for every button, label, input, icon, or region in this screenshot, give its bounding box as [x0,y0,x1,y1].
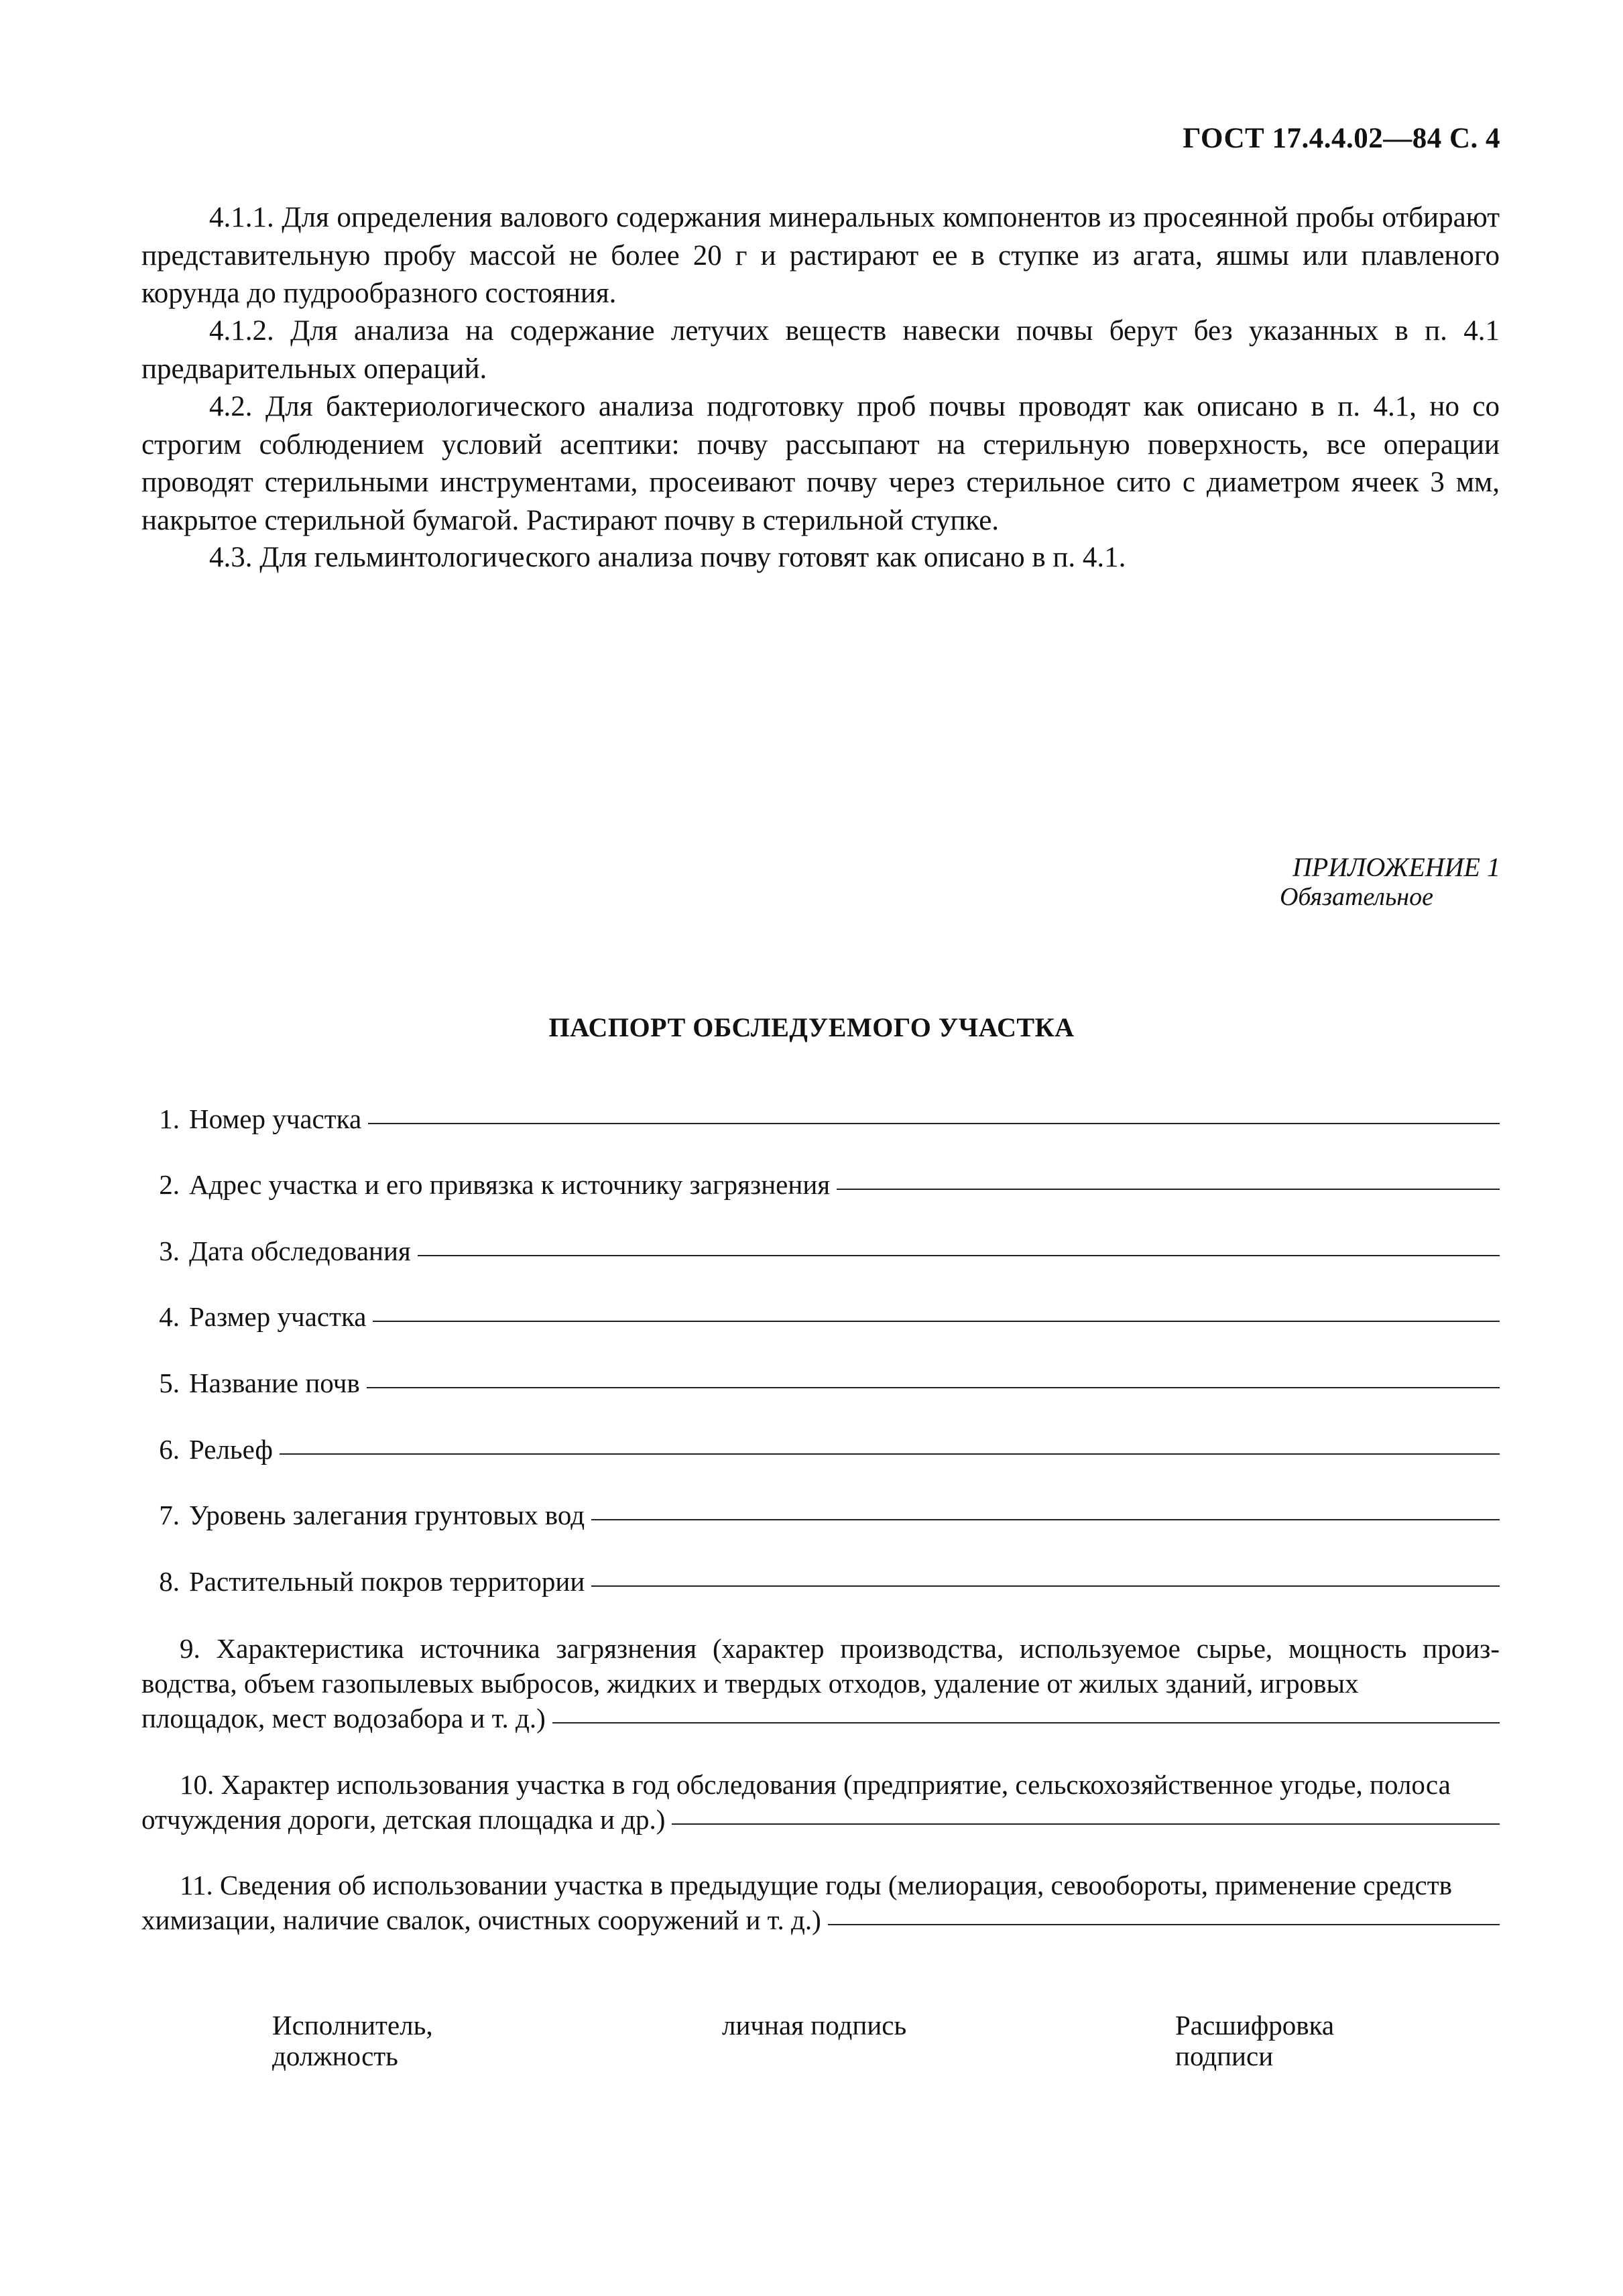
field-fill-line[interactable] [280,1453,1500,1455]
signature-line1: личная подпись [722,2010,907,2041]
field-8 [141,1565,1500,1597]
field-11 [141,1868,1500,1937]
field-10 [141,1767,1500,1837]
field-number: 4. [159,1301,180,1332]
field-text-end: отчуждения дороги, детская площадка и др.) [141,1804,666,1835]
field-fill-line[interactable] [828,1924,1500,1925]
signature-line2: подписи [1175,2041,1274,2071]
field-number: 5. [159,1368,180,1398]
paragraph-4-2: 4.2. Для бактериологического анализа подготовку проб почвы проводят как описано в п. 4.1, но со строгим соблюдением условий асептики: почву рассыпают на стерильную поверхность, все операции проводят стерильными инструментами, просеивают почву через стерильное сито с диаметром ячеек 3 мм, накрытое стерильной бумагой. Растирают почву в стерильной ступке. [141,391,1500,536]
field-text: 9. Характеристика источника загрязнения (характер производства, используемое сырье, мощность произ-водства, объем газопылевых выбросов, жидких и твердых отходов, удаление от жилых зданий, игровых [141,1633,1500,1699]
field-text-end: химизации, наличие свалок, очистных сооружений и т. д.) [141,1905,821,1935]
signature-line1: Расшифровка [1175,2010,1335,2041]
field-5 [141,1367,1500,1399]
signature-line1: Исполнитель, [272,2010,433,2041]
signature-decoding [1175,2010,1334,2071]
field-label: Название почв [189,1368,360,1398]
field-label: Адрес участка и его привязка к источнику загрязнения [189,1169,831,1200]
field-number: 2. [159,1169,180,1200]
page-header: ГОСТ 17.4.4.02—84 С. 4 [1183,123,1500,154]
paragraph-4-1-2: 4.1.2. Для анализа на содержание летучих веществ навески почвы берут без указанных в п. 4.1 предварительных операций. [141,315,1500,385]
appendix-number: ПРИЛОЖЕНИЕ 1 [1293,852,1500,882]
field-number: 8. [159,1566,180,1597]
signature-line2: должность [272,2041,398,2071]
field-fill-line[interactable] [373,1321,1500,1322]
field-label: Размер участка [189,1301,367,1332]
appendix-status: Обязательное [1279,883,1433,911]
field-text: 11. Сведения об использовании участка в предыдущие годы (мелиорация, севообороты, применение средств [180,1870,1452,1900]
signature-executor [272,2010,433,2071]
field-3 [141,1235,1500,1267]
field-fill-line[interactable] [418,1255,1500,1256]
field-fill-line[interactable] [368,1123,1500,1124]
field-text: 10. Характер использования участка в год обследования (предприятие, сельскохозяйственное угодье, полоса [180,1769,1451,1800]
field-fill-line[interactable] [552,1722,1500,1724]
field-fill-line[interactable] [591,1585,1500,1587]
field-1 [141,1103,1500,1135]
field-label: Растительный покров территории [189,1566,585,1597]
signature-personal [722,2010,906,2041]
field-number: 3. [159,1235,180,1266]
field-number: 6. [159,1434,180,1465]
field-text-end: площадок, мест водозабора и т. д.) [141,1703,546,1734]
field-label: Уровень залегания грунтовых вод [189,1500,585,1530]
field-6 [141,1433,1500,1465]
field-fill-line[interactable] [367,1387,1500,1388]
field-label: Рельеф [189,1434,273,1465]
field-fill-line[interactable] [591,1519,1500,1520]
field-2 [141,1168,1500,1201]
field-number: 1. [159,1103,180,1134]
field-label: Дата обследования [189,1235,411,1266]
field-fill-line[interactable] [672,1823,1500,1825]
paragraph-4-1-1: 4.1.1. Для определения валового содержания минеральных компонентов из просеянной пробы отбирают представительную пробу массой не более 20 г и растирают ее в ступке из агата, яшмы или плавленого корунда до пудрообразного состояния. [141,202,1500,309]
field-label: Номер участка [189,1103,362,1134]
field-4 [141,1301,1500,1333]
field-fill-line[interactable] [837,1189,1500,1190]
appendix-label [1280,853,1500,912]
field-7 [141,1499,1500,1531]
field-9 [141,1631,1500,1736]
form-title: ПАСПОРТ ОБСЛЕДУЕМОГО УЧАСТКА [548,1012,1075,1042]
paragraph-4-3: 4.3. Для гельминтологического анализа почву готовят как описано в п. 4.1. [209,542,1126,573]
field-number: 7. [159,1500,180,1530]
